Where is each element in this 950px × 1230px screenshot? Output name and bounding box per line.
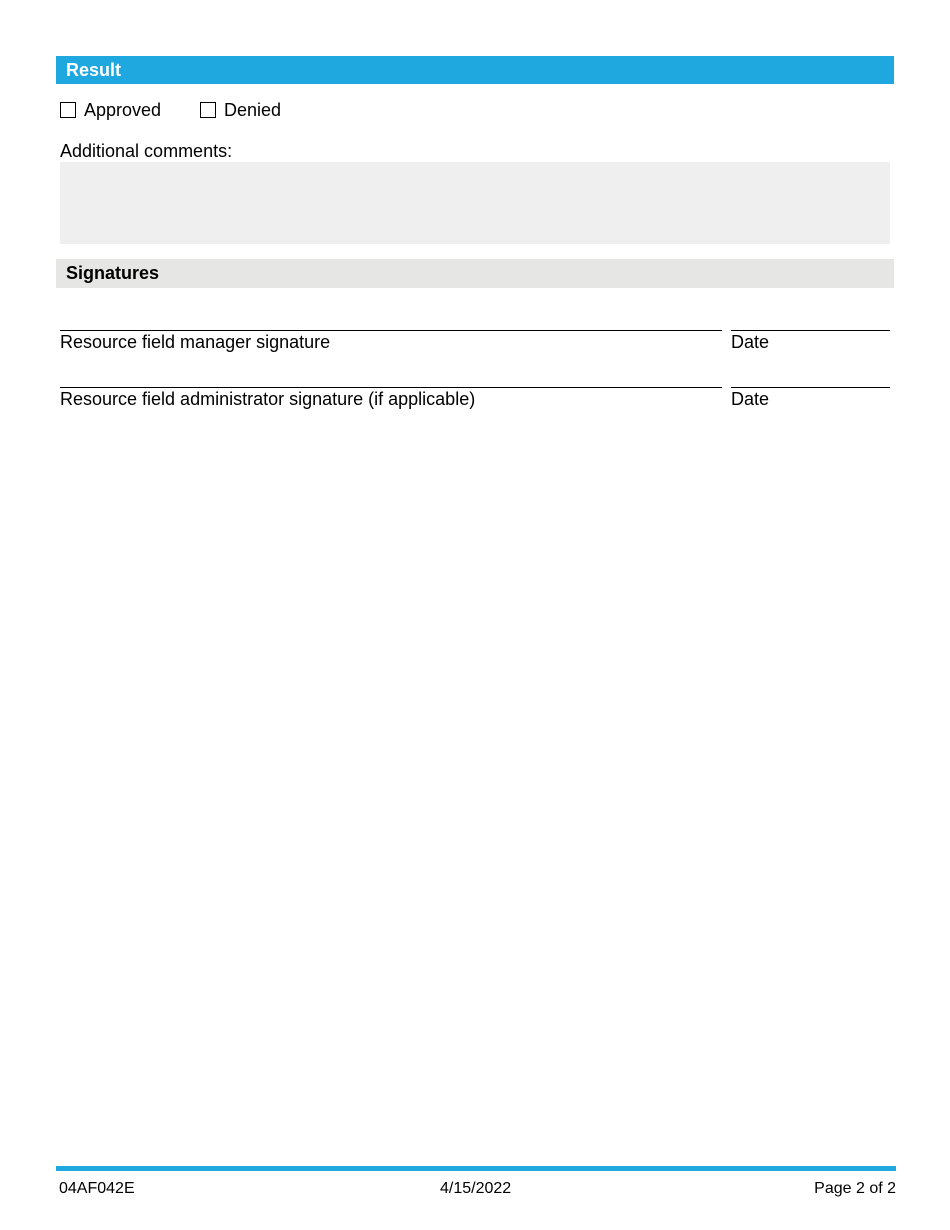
- denied-label: Denied: [224, 99, 282, 120]
- manager-signature-label: Resource field manager signature: [60, 332, 331, 352]
- approved-checkbox[interactable]: [60, 102, 76, 118]
- manager-date-label: Date: [731, 332, 770, 352]
- denied-checkbox[interactable]: [200, 102, 216, 118]
- administrator-date-label: Date: [731, 389, 770, 409]
- approved-option[interactable]: [60, 98, 161, 122]
- footer-divider: [56, 1166, 896, 1171]
- signatures-section-header: Signatures: [56, 259, 894, 288]
- form-date: 4/15/2022: [440, 1180, 512, 1197]
- page-number: Page 2 of 2: [814, 1180, 896, 1197]
- denied-option[interactable]: [200, 98, 281, 122]
- approved-label: Approved: [84, 99, 162, 120]
- administrator-signature-label: Resource field administrator signature (if applicable): [60, 389, 476, 409]
- form-code: 04AF042E: [59, 1180, 135, 1197]
- result-section-header: Result: [56, 56, 894, 84]
- additional-comments-label: Additional comments:: [60, 141, 233, 161]
- additional-comments-field[interactable]: [60, 162, 890, 244]
